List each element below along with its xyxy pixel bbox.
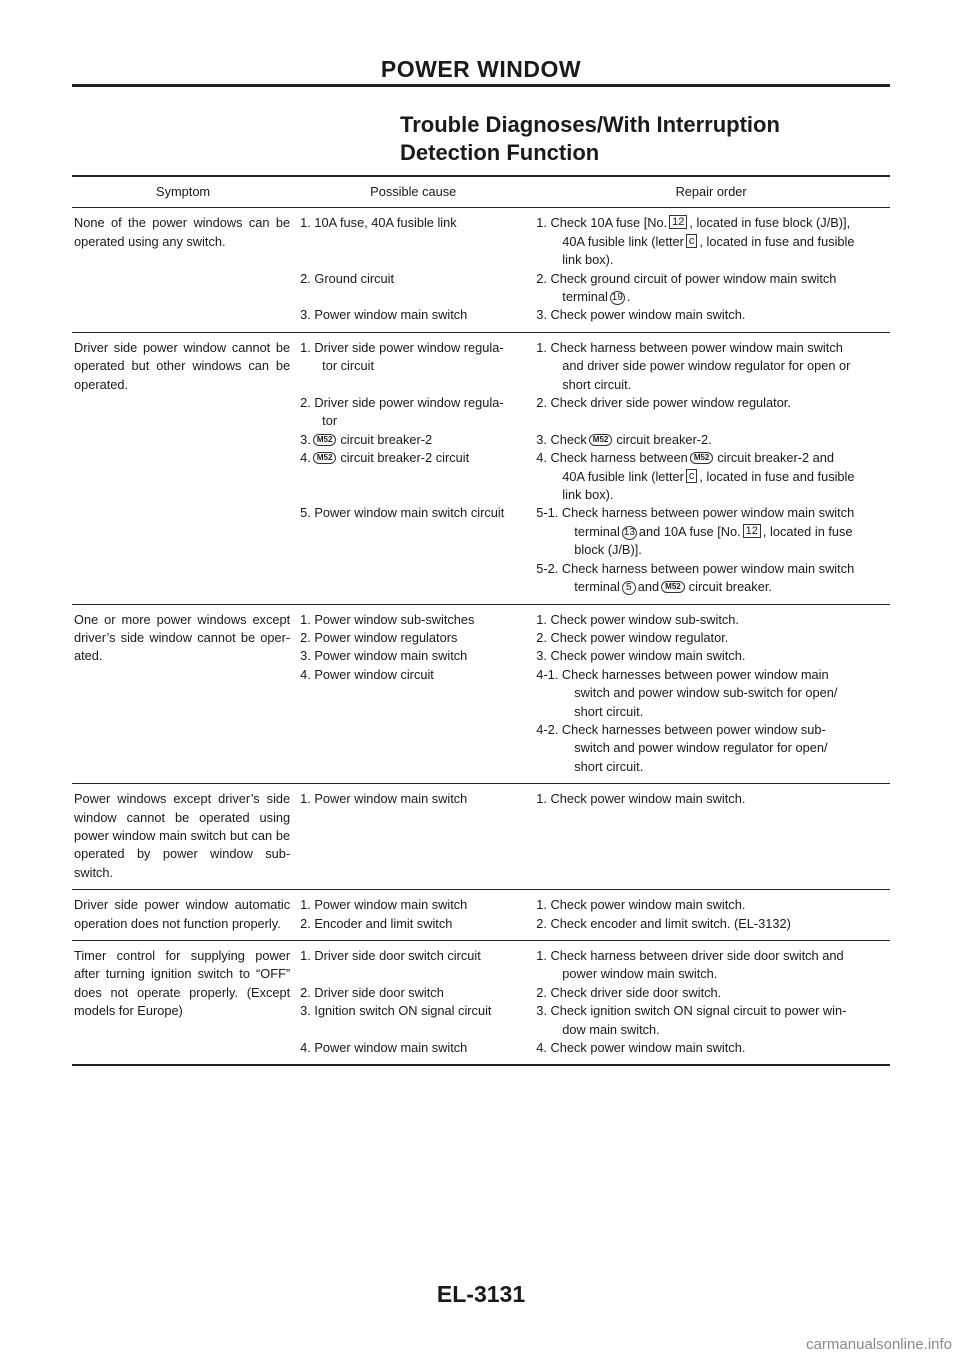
repair-text: and [637, 579, 660, 595]
repair-text: circuit breaker. [688, 579, 772, 595]
cause-line: 2. Power window regulators [300, 629, 458, 645]
cause-cell [294, 941, 532, 1066]
cause-cell [294, 890, 532, 941]
repair-line: 2. Check driver side power window regulator. [536, 395, 791, 411]
table-row [72, 208, 890, 332]
table-row [72, 941, 890, 1066]
table-row [72, 604, 890, 784]
repair-line: 1. Check power window sub-switch. [536, 611, 739, 627]
repair-line: 4-2. Check harnesses between power window sub- [536, 721, 826, 737]
cause-spacer [300, 468, 528, 486]
terminal-number-icon: 13 [623, 526, 635, 538]
cause-spacer [300, 251, 528, 269]
cause-line [300, 449, 528, 467]
repair-text: , located in fuse and fusible [699, 468, 855, 484]
column-header-repair-order: Repair order [532, 176, 890, 208]
symptom-cell: Driver side power window cannot be operated but other windows can be operated. [72, 332, 294, 604]
cause-text: 3. [300, 431, 311, 447]
symptom-cell: Timer control for supplying power after turning ignition switch to “OFF” does not operate properly. (Except models for Europe) [72, 941, 294, 1066]
section-title-line-1: Trouble Diagnoses/With Interruption [400, 112, 780, 137]
cause-text: circuit breaker-2 circuit [340, 450, 470, 466]
repair-text: terminal [574, 523, 620, 539]
cause-line: 1. Power window main switch [300, 897, 468, 913]
symptom-cell: None of the power windows can be operated using any switch. [72, 208, 294, 332]
connector-icon: M52 [690, 452, 714, 464]
column-header-possible-cause: Possible cause [294, 176, 532, 208]
connector-icon: M52 [589, 434, 613, 446]
cause-spacer [300, 1021, 528, 1039]
cause-spacer [300, 233, 528, 251]
repair-text: circuit breaker-2. [616, 431, 712, 447]
terminal-number-icon: 19 [611, 292, 623, 304]
cause-line: 4. Power window main switch [300, 1040, 468, 1056]
repair-line: link box). [562, 487, 614, 503]
repair-text: terminal [562, 289, 608, 305]
section-title-line-2: Detection Function [400, 140, 600, 165]
repair-line: link box). [562, 252, 614, 268]
repair-spacer [536, 412, 890, 430]
repair-text: terminal [574, 579, 620, 595]
repair-line: short circuit. [574, 703, 644, 719]
repair-line: 1. Check power window main switch. [536, 791, 746, 807]
cause-cell [294, 332, 532, 604]
cause-line: 3. Ignition switch ON signal circuit [300, 1003, 492, 1019]
repair-line: 2. Check power window regulator. [536, 629, 729, 645]
table-row [72, 890, 890, 941]
repair-line [536, 523, 890, 541]
cause-line: tor circuit [322, 358, 375, 374]
cause-text: circuit breaker-2 [340, 431, 433, 447]
connector-icon: M52 [661, 581, 685, 593]
cause-spacer [300, 965, 528, 983]
cause-line: 2. Encoder and limit switch [300, 915, 453, 931]
cause-cell [294, 784, 532, 890]
repair-line: 1. Check harness between power window main switch [536, 339, 843, 355]
repair-line [536, 468, 890, 486]
fuse-number-box: 12 [669, 215, 687, 229]
repair-line: block (J/B)]. [574, 542, 642, 558]
repair-line: and driver side power window regulator for open or [562, 358, 851, 374]
repair-line: 5-2. Check harness between power window main switch [536, 560, 855, 576]
repair-text: 40A fusible link (letter [562, 468, 684, 484]
cause-text: 4. [300, 450, 311, 466]
repair-line: 2. Check ground circuit of power window main switch [536, 270, 837, 286]
repair-line: 4-1. Check harnesses between power window main [536, 666, 829, 682]
repair-line [536, 288, 890, 306]
repair-line [536, 233, 890, 251]
repair-line: 1. Check harness between driver side door switch and [536, 948, 844, 964]
cause-cell [294, 604, 532, 784]
cause-line: 1. Driver side power window regula- [300, 339, 504, 355]
repair-line: short circuit. [562, 376, 632, 392]
cause-line: 1. 10A fuse, 40A fusible link [300, 215, 457, 231]
repair-cell [532, 604, 890, 784]
repair-line: switch and power window regulator for open/ [574, 740, 828, 756]
cause-line: 2. Driver side door switch [300, 984, 444, 1000]
repair-line: switch and power window sub-switch for open/ [574, 685, 838, 701]
repair-text: 1. Check 10A fuse [No. [536, 215, 668, 231]
repair-cell [532, 941, 890, 1066]
page-number: EL-3131 [436, 1281, 526, 1307]
repair-line [536, 431, 890, 449]
repair-line: dow main switch. [562, 1021, 660, 1037]
cause-line: tor [322, 413, 338, 429]
connector-icon: M52 [313, 434, 337, 446]
repair-line: 3. Check power window main switch. [536, 648, 746, 664]
cause-line [300, 431, 528, 449]
fusible-link-letter-box: c [686, 234, 698, 248]
cause-line: 3. Power window main switch [300, 307, 468, 323]
repair-text: , located in fuse and fusible [699, 233, 855, 249]
cause-spacer [300, 376, 528, 394]
column-header-symptom: Symptom [72, 176, 294, 208]
table-header-row [72, 176, 890, 208]
repair-line: 5-1. Check harness between power window main switch [536, 505, 855, 521]
repair-line: 2. Check encoder and limit switch. (EL-3132) [536, 915, 791, 931]
repair-text: 40A fusible link (letter [562, 233, 684, 249]
cause-cell [294, 208, 532, 332]
table-row [72, 784, 890, 890]
cause-line: 5. Power window main switch circuit [300, 505, 505, 521]
fuse-number-box: 12 [743, 524, 761, 538]
page-header: POWER WINDOW [380, 56, 582, 82]
cause-line: 2. Driver side power window regula- [300, 395, 504, 411]
section-title [400, 111, 780, 167]
repair-text: , located in fuse block (J/B)], [689, 215, 851, 231]
repair-cell [532, 890, 890, 941]
repair-text: 3. Check [536, 431, 587, 447]
symptom-cell: Power windows except driver’s side window cannot be operated using power window main switch but can be operated by power window sub- switch. [72, 784, 294, 890]
cause-spacer [300, 288, 528, 306]
repair-line [536, 214, 890, 232]
cause-line: 1. Power window main switch [300, 791, 468, 807]
terminal-number-icon: 5 [622, 581, 636, 595]
repair-text: 4. Check harness between [536, 450, 688, 466]
repair-line: 3. Check ignition switch ON signal circuit to power win- [536, 1003, 847, 1019]
symptom-cell: One or more power windows except driver’s side window cannot be oper- ated. [72, 604, 294, 784]
repair-line: short circuit. [574, 758, 644, 774]
repair-line: 1. Check power window main switch. [536, 897, 746, 913]
cause-line: 4. Power window circuit [300, 666, 434, 682]
diagnosis-table [72, 175, 890, 1066]
cause-line: 1. Driver side door switch circuit [300, 948, 481, 964]
repair-text: circuit breaker-2 and [717, 450, 835, 466]
repair-text: . [626, 289, 631, 305]
repair-text: , located in fuse [762, 523, 853, 539]
cause-spacer [300, 486, 528, 504]
repair-line [536, 578, 890, 596]
repair-cell [532, 332, 890, 604]
repair-line: power window main switch. [562, 966, 718, 982]
fusible-link-letter-box: c [686, 469, 698, 483]
repair-line: 4. Check power window main switch. [536, 1040, 746, 1056]
cause-line: 3. Power window main switch [300, 648, 468, 664]
repair-text: and 10A fuse [No. [638, 523, 741, 539]
repair-line: 2. Check driver side door switch. [536, 984, 722, 1000]
cause-line: 1. Power window sub-switches [300, 611, 475, 627]
table-row [72, 332, 890, 604]
watermark-link[interactable]: carmanualsonline.info [806, 1336, 952, 1353]
repair-cell [532, 784, 890, 890]
connector-icon: M52 [313, 452, 337, 464]
header-rule [72, 84, 890, 87]
repair-line [536, 449, 890, 467]
cause-line: 2. Ground circuit [300, 270, 395, 286]
repair-cell [532, 208, 890, 332]
symptom-cell: Driver side power window automatic operation does not function properly. [72, 890, 294, 941]
repair-line: 3. Check power window main switch. [536, 307, 746, 323]
